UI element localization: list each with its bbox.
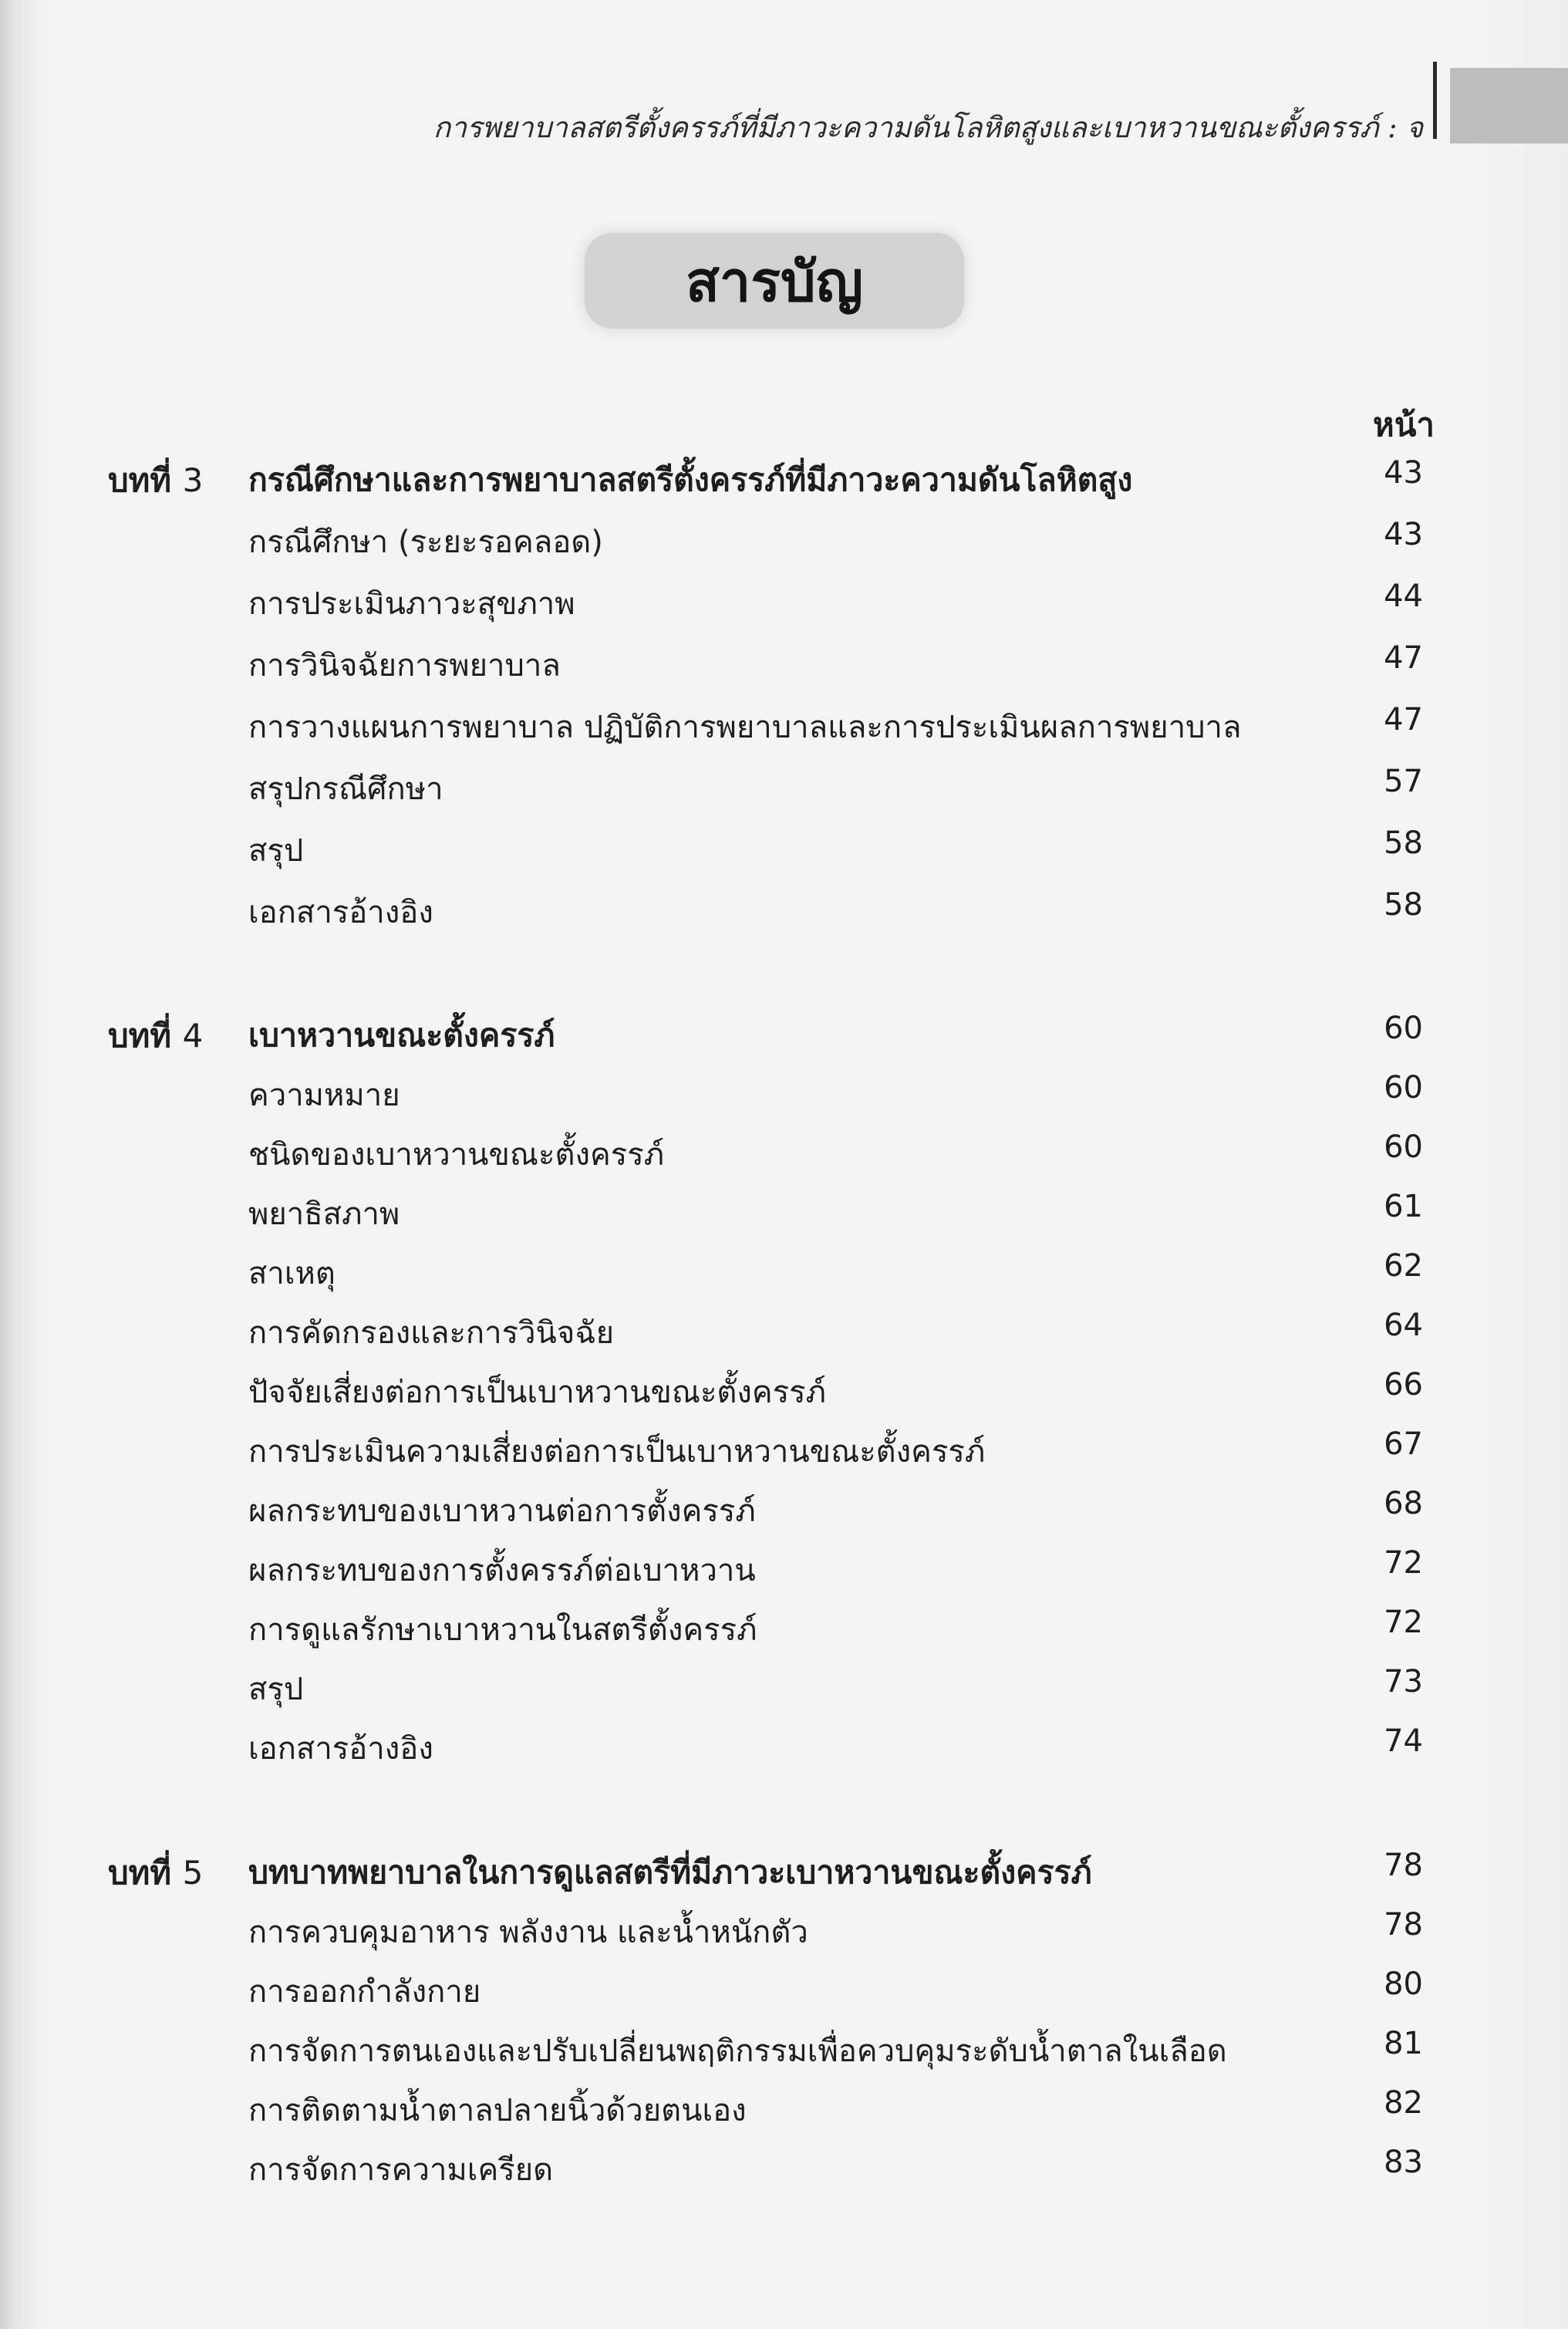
section-page-number: 60 bbox=[1384, 1129, 1423, 1165]
section-title: ผลกระทบของเบาหวานต่อการตั้งครรภ์ bbox=[248, 1494, 756, 1529]
section-title: พยาธิสภาพ bbox=[248, 1197, 400, 1232]
toc-chapter-row bbox=[0, 1848, 1568, 1902]
chapter-number: 5 bbox=[182, 1854, 204, 1892]
chapter-word: บทที่ bbox=[108, 1854, 172, 1892]
toc-section-row bbox=[0, 1367, 1568, 1421]
section-page-number: 67 bbox=[1384, 1426, 1423, 1462]
section-page-number: 57 bbox=[1384, 764, 1423, 799]
chapter-label bbox=[108, 1011, 203, 1062]
toc-section-row bbox=[0, 1545, 1568, 1599]
toc-section-row bbox=[0, 1907, 1568, 1961]
section-title: การออกกำลังกาย bbox=[248, 1974, 481, 2010]
toc-section-row bbox=[0, 2026, 1568, 2080]
section-page-number: 43 bbox=[1384, 517, 1423, 552]
toc-section-row bbox=[0, 1486, 1568, 1540]
section-page-number: 68 bbox=[1384, 1486, 1423, 1521]
section-page-number: 78 bbox=[1384, 1907, 1423, 1943]
section-title: สรุป bbox=[248, 833, 304, 869]
chapter-number: 3 bbox=[182, 461, 204, 499]
section-title: การประเมินภาวะสุขภาพ bbox=[248, 586, 575, 622]
section-page-number: 64 bbox=[1384, 1308, 1423, 1343]
running-header: การพยาบาลสตรีตั้งครรภ์ที่มีภาวะความดันโลหิตสูงและเบาหวานขณะตั้งครรภ์ : จ bbox=[433, 111, 1423, 144]
page-column-label: หน้า bbox=[1373, 406, 1435, 444]
section-title: การจัดการความเครียด bbox=[248, 2152, 554, 2188]
section-title: ความหมาย bbox=[248, 1078, 400, 1113]
toc-section-row bbox=[0, 1966, 1568, 2020]
section-page-number: 62 bbox=[1384, 1248, 1423, 1284]
toc-section-row bbox=[0, 1129, 1568, 1183]
section-title: การวางแผนการพยาบาล ปฏิบัติการพยาบาลและการประเมินผลการพยาบาล bbox=[248, 710, 1242, 745]
section-page-number: 82 bbox=[1384, 2085, 1423, 2121]
section-title: เอกสารอ้างอิง bbox=[248, 895, 433, 930]
section-page-number: 61 bbox=[1384, 1189, 1423, 1224]
toc-section-row bbox=[0, 1605, 1568, 1659]
toc-section-row bbox=[0, 579, 1568, 633]
toc-section-row bbox=[0, 1248, 1568, 1302]
section-title: เอกสารอ้างอิง bbox=[248, 1731, 433, 1767]
section-title: สรุปกรณีศึกษา bbox=[248, 771, 443, 807]
section-page-number: 83 bbox=[1384, 2145, 1423, 2180]
section-title: การคัดกรองและการวินิจฉัย bbox=[248, 1315, 615, 1351]
toc-section-row bbox=[0, 640, 1568, 694]
chapter-label bbox=[108, 1848, 203, 1899]
toc-chapter-row bbox=[0, 455, 1568, 509]
toc-chapter-row bbox=[0, 1011, 1568, 1065]
toc-section-row bbox=[0, 1308, 1568, 1362]
section-page-number: 60 bbox=[1384, 1070, 1423, 1105]
section-page-number: 73 bbox=[1384, 1664, 1423, 1699]
toc-section-row bbox=[0, 1723, 1568, 1777]
toc-section-row bbox=[0, 2085, 1568, 2139]
chapter-title: กรณีศึกษาและการพยาบาลสตรีตั้งครรภ์ที่มีภาวะความดันโลหิตสูง bbox=[248, 461, 1133, 498]
section-page-number: 72 bbox=[1384, 1545, 1423, 1581]
chapter-page-number: 60 bbox=[1384, 1011, 1423, 1046]
section-title: สรุป bbox=[248, 1672, 304, 1707]
section-page-number: 66 bbox=[1384, 1367, 1423, 1402]
section-title: ผลกระทบของการตั้งครรภ์ต่อเบาหวาน bbox=[248, 1553, 756, 1588]
section-page-number: 47 bbox=[1384, 702, 1423, 738]
toc-section-row bbox=[0, 1664, 1568, 1718]
toc-section-row bbox=[0, 1070, 1568, 1124]
chapter-number: 4 bbox=[182, 1017, 204, 1055]
toc-section-row bbox=[0, 1426, 1568, 1480]
toc-section-row bbox=[0, 702, 1568, 756]
toc-section-row bbox=[0, 1189, 1568, 1243]
toc-section-row bbox=[0, 764, 1568, 818]
chapter-title: เบาหวานขณะตั้งครรภ์ bbox=[248, 1017, 555, 1054]
section-title: การติดตามน้ำตาลปลายนิ้วด้วยตนเอง bbox=[248, 2093, 747, 2128]
chapter-word: บทที่ bbox=[108, 1017, 172, 1055]
chapter-label bbox=[108, 455, 203, 506]
section-title: สาเหตุ bbox=[248, 1256, 336, 1291]
section-title: การประเมินความเสี่ยงต่อการเป็นเบาหวานขณะตั้งครรภ์ bbox=[248, 1434, 986, 1470]
toc-section-row bbox=[0, 825, 1568, 879]
section-page-number: 47 bbox=[1384, 640, 1423, 676]
page-edge-tab bbox=[1450, 68, 1568, 143]
section-title: กรณีศึกษา (ระยะรอคลอด) bbox=[248, 525, 603, 560]
chapter-page-number: 43 bbox=[1384, 455, 1423, 491]
section-page-number: 74 bbox=[1384, 1723, 1423, 1759]
section-page-number: 44 bbox=[1384, 579, 1423, 614]
header-divider bbox=[1433, 62, 1437, 139]
section-page-number: 80 bbox=[1384, 1966, 1423, 2002]
chapter-title: บทบาทพยาบาลในการดูแลสตรีที่มีภาวะเบาหวานขณะตั้งครรภ์ bbox=[248, 1854, 1092, 1891]
section-page-number: 72 bbox=[1384, 1605, 1423, 1640]
section-title: ชนิดของเบาหวานขณะตั้งครรภ์ bbox=[248, 1137, 665, 1173]
toc-title: สารบัญ bbox=[685, 248, 864, 314]
section-page-number: 81 bbox=[1384, 2026, 1423, 2061]
section-page-number: 58 bbox=[1384, 887, 1423, 923]
chapter-word: บทที่ bbox=[108, 461, 172, 499]
section-title: การควบคุมอาหาร พลังงาน และน้ำหนักตัว bbox=[248, 1915, 808, 1950]
section-title: การจัดการตนเองและปรับเปลี่ยนพฤติกรรมเพื่อควบคุมระดับน้ำตาลในเลือด bbox=[248, 2034, 1227, 2069]
section-title: การวินิจฉัยการพยาบาล bbox=[248, 648, 561, 684]
section-title: การดูแลรักษาเบาหวานในสตรีตั้งครรภ์ bbox=[248, 1612, 757, 1648]
toc-title-box bbox=[585, 233, 964, 329]
toc-section-row bbox=[0, 887, 1568, 941]
chapter-page-number: 78 bbox=[1384, 1848, 1423, 1883]
section-title: ปัจจัยเสี่ยงต่อการเป็นเบาหวานขณะตั้งครรภ์ bbox=[248, 1375, 827, 1410]
section-page-number: 58 bbox=[1384, 825, 1423, 861]
toc-section-row bbox=[0, 2145, 1568, 2199]
toc-section-row bbox=[0, 517, 1568, 571]
